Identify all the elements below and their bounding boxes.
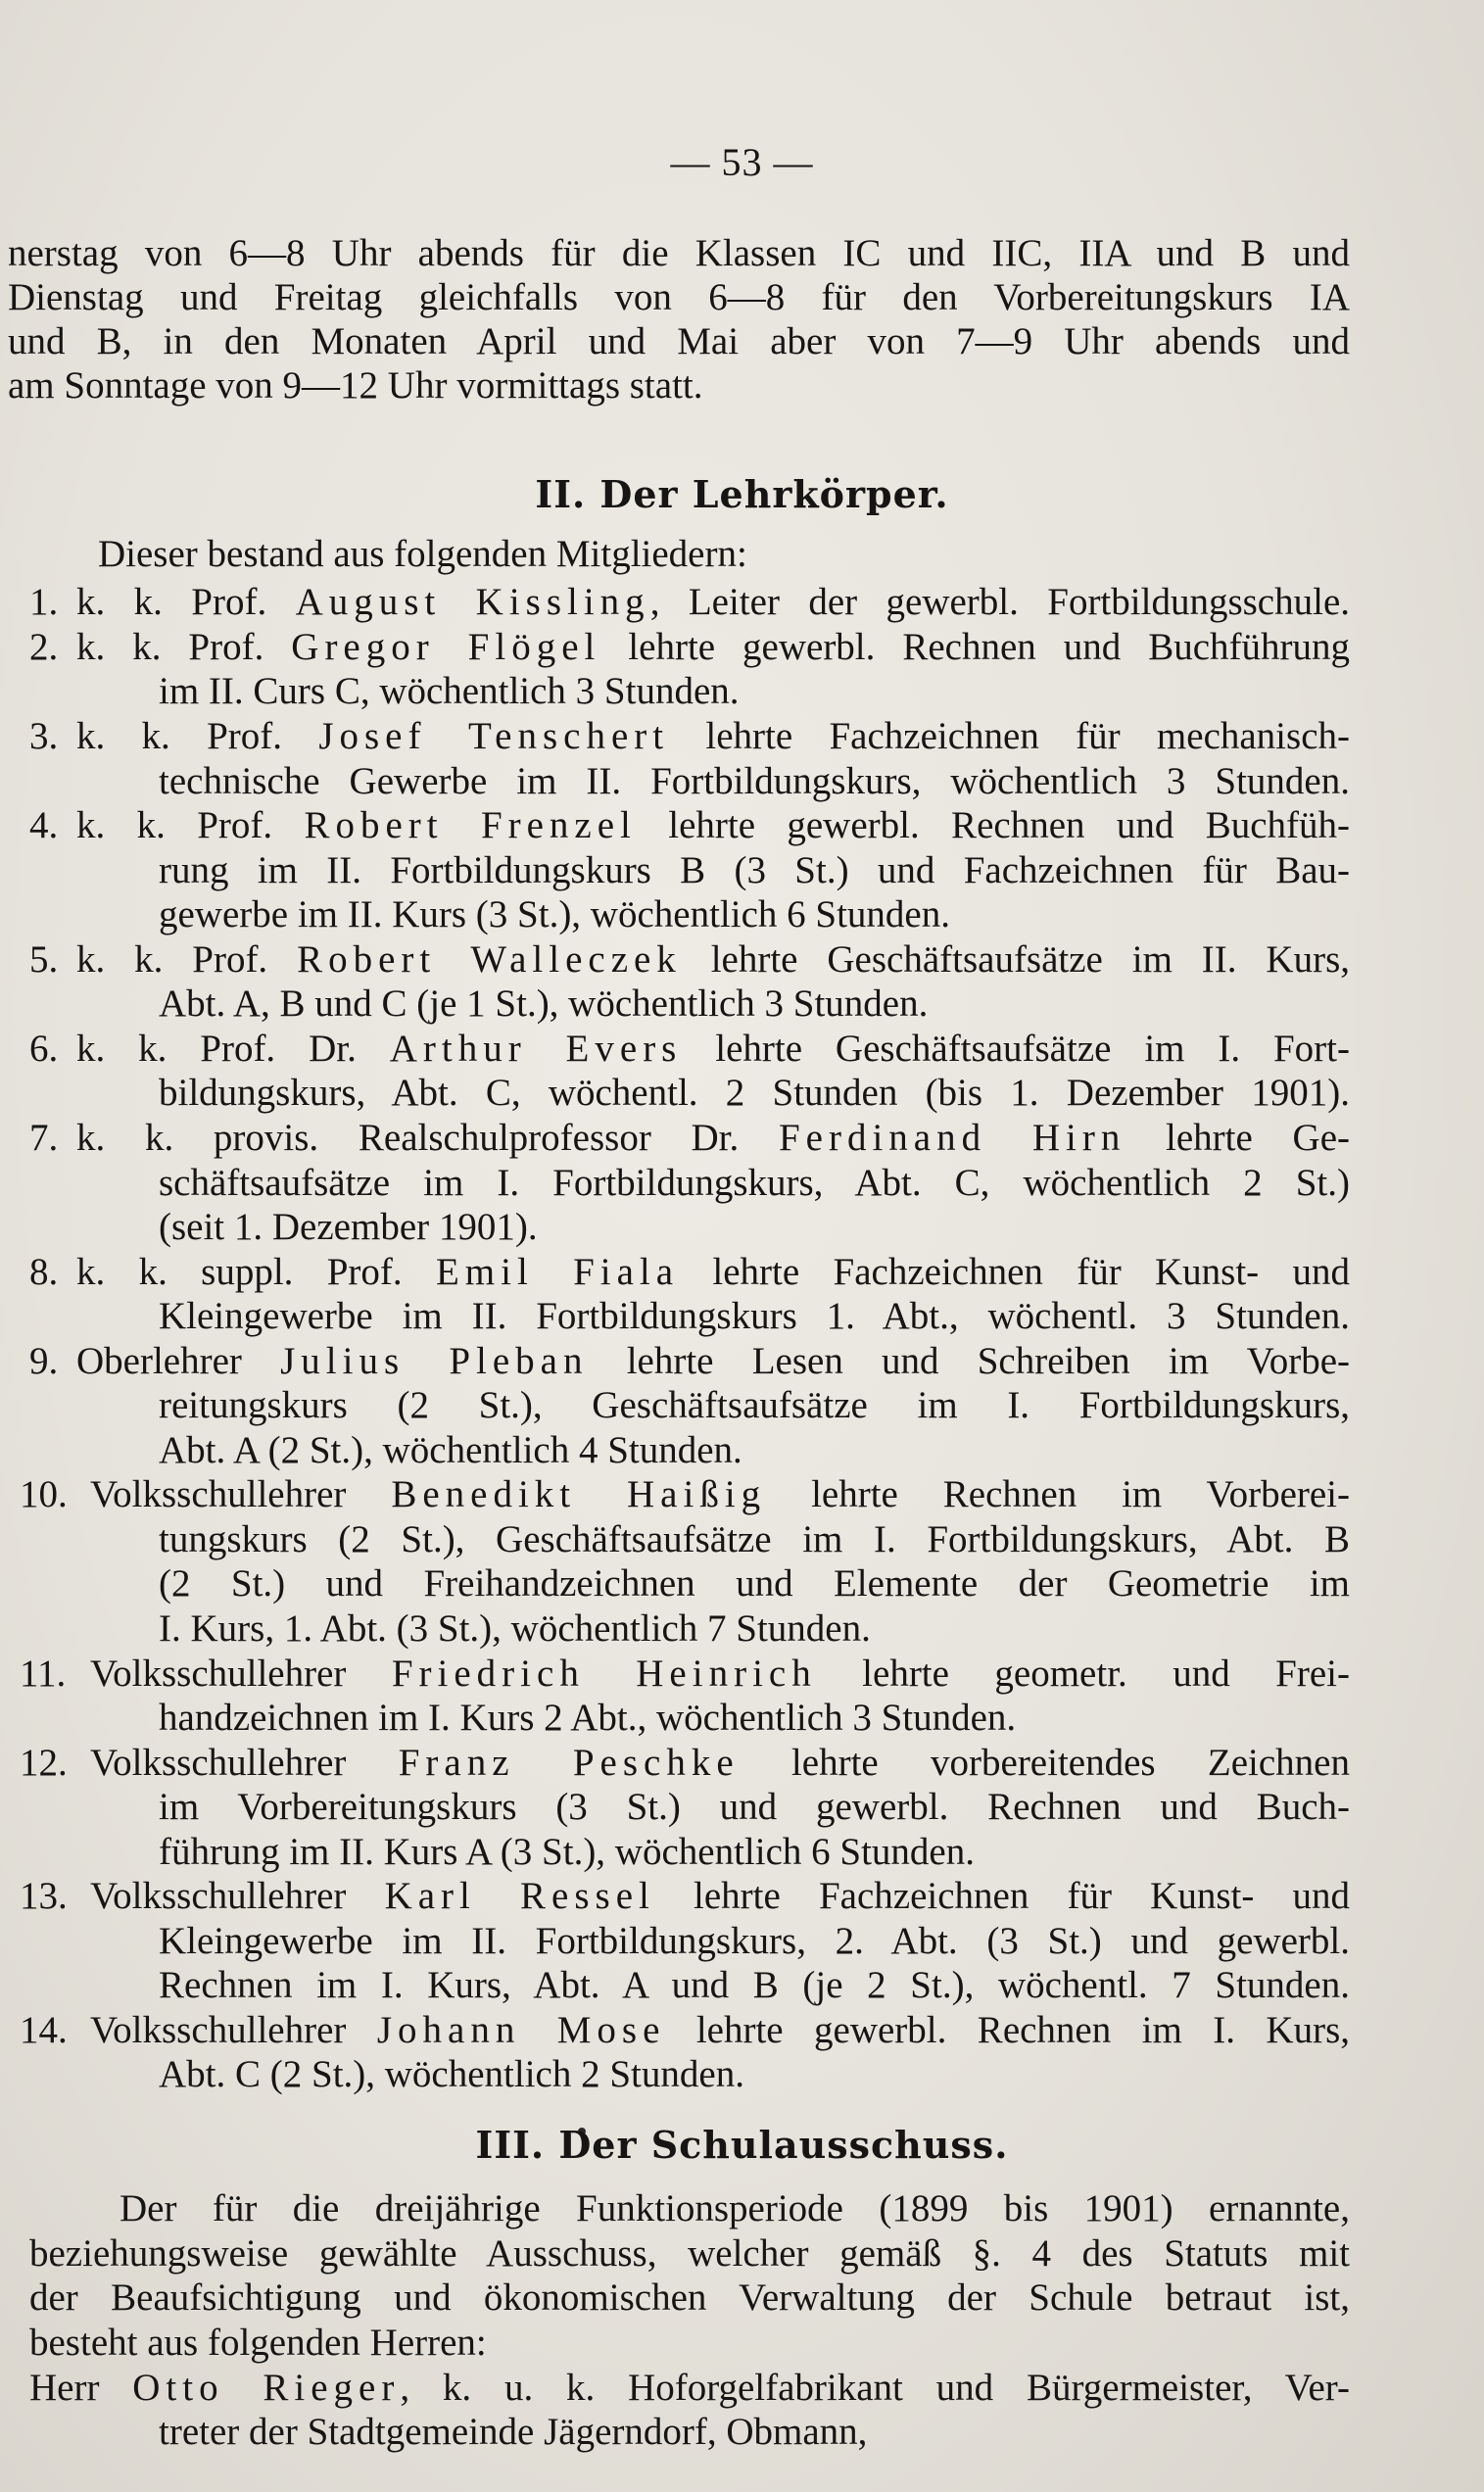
committee-member-line: treter der Stadtgemeinde Jägerndorf, Obmann, <box>159 2411 868 2453</box>
member-line: (2 St.) und Freihandzeichnen und Elemente der Geometrie im <box>159 1562 1350 1605</box>
member-line: I. Kurs, 1. Abt. (3 St.), wöchentlich 7 Stunden. <box>159 1607 871 1650</box>
section-heading-lehrkoerper: II. Der Lehrkörper. <box>535 472 949 516</box>
member-name: Franz Peschke <box>398 1742 740 1784</box>
member-line: Rechnen im I. Kurs, Abt. A und B (je 2 St.), wöchentl. 7 Stunden. <box>159 1964 1350 2006</box>
section-heading-schulausschuss: III. Der Schulausschuss. <box>475 2123 1009 2167</box>
member-line: Volksschullehrer Friedrich Heinrich lehrte geometr. und Frei- <box>90 1653 1350 1695</box>
intro-line: und B, in den Monaten April und Mai aber von 7—9 Uhr abends und <box>8 320 1350 362</box>
member-line: (seit 1. Dezember 1901). <box>159 1206 538 1248</box>
member-line: im II. Curs C, wöchentlich 3 Stunden. <box>159 670 740 712</box>
committee-member-name: Otto Rieger <box>132 2367 401 2409</box>
member-line: Oberlehrer Julius Pleban lehrte Lesen und Schreiben im Vorbe- <box>76 1340 1350 1382</box>
member-name: Friedrich Heinrich <box>391 1653 817 1695</box>
member-line: technische Gewerbe im II. Fortbildungskurs, wöchentlich 3 Stunden. <box>159 760 1350 802</box>
member-name: August Kissling <box>295 581 650 623</box>
member-line: Volksschullehrer Benedikt Haißig lehrte Rechnen im Vorberei- <box>90 1473 1351 1515</box>
member-line: gewerbe im II. Kurs (3 St.), wöchentlich 6 Stunden. <box>159 893 950 935</box>
member-line: Abt. C (2 St.), wöchentlich 2 Stunden. <box>159 2053 744 2095</box>
member-line: k. k. Prof. Josef Tenschert lehrte Fachzeichnen für mechanisch- <box>76 715 1350 757</box>
member-number: 14. <box>20 2009 68 2051</box>
member-line: Volksschullehrer Karl Ressel lehrte Fachzeichnen für Kunst- und <box>90 1875 1351 1917</box>
member-line: rung im II. Fortbildungskurs B (3 St.) und Fachzeichnen für Bau- <box>159 849 1350 891</box>
member-name: Karl Ressel <box>384 1875 655 1917</box>
member-line: k. k. Prof. Robert Walleczek lehrte Geschäftsaufsätze im II. Kurs, <box>76 938 1350 981</box>
paragraph-line: beziehungsweise gewählte Ausschuss, welcher gemäß §. 4 des Statuts mit <box>29 2232 1350 2275</box>
member-line: tungskurs (2 St.), Geschäftsaufsätze im I. Fortbildungskurs, Abt. B <box>159 1518 1350 1560</box>
paragraph-line: der Beaufsichtigung und ökonomischen Verwaltung der Schule betraut ist, <box>29 2276 1350 2319</box>
member-number: 2. <box>29 626 59 668</box>
page-number: — 53 — <box>670 140 814 184</box>
member-line: schäftsaufsätze im I. Fortbildungskurs, Abt. C, wöchentlich 2 St.) <box>159 1162 1350 1204</box>
member-number: 3. <box>29 715 59 757</box>
intro-line: Dienstag und Freitag gleichfalls von 6—8 für den Vorbereitungskurs IA <box>8 276 1350 318</box>
member-name: Benedikt Haißig <box>391 1473 767 1515</box>
member-number: 6. <box>29 1028 59 1070</box>
member-line: Abt. A, B und C (je 1 St.), wöchentlich 3 Stunden. <box>159 982 929 1025</box>
member-line: reitungskurs (2 St.), Geschäftsaufsätze im I. Fortbildungskurs, <box>159 1384 1350 1426</box>
member-name: Gregor Flögel <box>291 626 601 668</box>
member-name: Robert Frenzel <box>304 804 637 846</box>
member-number: 5. <box>29 938 59 981</box>
member-line: Abt. A (2 St.), wöchentlich 4 Stunden. <box>159 1429 742 1471</box>
member-line: bildungskurs, Abt. C, wöchentl. 2 Stunden (bis 1. Dezember 1901). <box>159 1072 1350 1114</box>
paragraph-line: besteht aus folgenden Herren: <box>29 2322 487 2364</box>
member-number: 12. <box>20 1742 68 1784</box>
member-line: k. k. suppl. Prof. Emil Fiala lehrte Fachzeichnen für Kunst- und <box>76 1251 1350 1293</box>
intro-line: nerstag von 6—8 Uhr abends für die Klassen IC und IIC, IIA und B und <box>8 232 1350 274</box>
intro-line: am Sonntage von 9—12 Uhr vormittags statt. <box>8 364 703 407</box>
member-number: 11. <box>20 1653 67 1695</box>
member-line: im Vorbereitungskurs (3 St.) und gewerbl. Rechnen und Buch- <box>159 1786 1350 1828</box>
member-name: Josef Tenschert <box>318 715 670 757</box>
member-name: Robert Walleczek <box>297 938 682 981</box>
member-line: k. k. provis. Realschulprofessor Dr. Ferdinand Hirn lehrte Ge- <box>76 1117 1350 1159</box>
member-number: 4. <box>29 804 59 846</box>
member-number: 13. <box>20 1875 68 1917</box>
member-name: Julius Pleban <box>280 1340 589 1382</box>
member-name: Emil Fiala <box>435 1251 680 1293</box>
member-number: 10. <box>20 1473 68 1515</box>
member-line: handzeichnen im I. Kurs 2 Abt., wöchentlich 3 Stunden. <box>159 1697 1017 1739</box>
member-number: 8. <box>29 1251 59 1293</box>
member-line: k. k. Prof. August Kissling, Leiter der gewerbl. Fortbildungsschule. <box>76 581 1350 623</box>
member-line: k. k. Prof. Robert Frenzel lehrte gewerbl. Rechnen und Buchfüh- <box>76 804 1350 846</box>
member-number: 1. <box>29 581 59 623</box>
member-line: Kleingewerbe im II. Fortbildungskurs 1. Abt., wöchentl. 3 Stunden. <box>159 1295 1350 1337</box>
member-line: Volksschullehrer Johann Mose lehrte gewerbl. Rechnen im I. Kurs, <box>90 2009 1350 2051</box>
member-name: Arthur Evers <box>389 1028 683 1070</box>
paragraph-line: Der für die dreijährige Funktionsperiode (1899 bis 1901) ernannte, <box>120 2187 1350 2229</box>
member-line: Volksschullehrer Franz Peschke lehrte vorbereitendes Zeichnen <box>90 1742 1350 1784</box>
member-number: 7. <box>29 1117 59 1159</box>
member-line: k. k. Prof. Dr. Arthur Evers lehrte Geschäftsaufsätze im I. Fort- <box>76 1028 1350 1070</box>
member-name: Ferdinand Hirn <box>778 1117 1126 1159</box>
member-line: führung im II. Kurs A (3 St.), wöchentlich 6 Stunden. <box>159 1831 975 1873</box>
member-name: Johann Mose <box>376 2009 666 2051</box>
member-line: Kleingewerbe im II. Fortbildungskurs, 2. Abt. (3 St.) und gewerbl. <box>159 1920 1350 1962</box>
member-number: 9. <box>29 1340 59 1382</box>
member-line: k. k. Prof. Gregor Flögel lehrte gewerbl. Rechnen und Buchführung <box>76 626 1350 668</box>
committee-member-line: Herr Otto Rieger, k. u. k. Hoforgelfabrikant und Bürgermeister, Ver- <box>29 2367 1350 2409</box>
section-intro: Dieser bestand aus folgenden Mitgliedern: <box>98 533 747 575</box>
